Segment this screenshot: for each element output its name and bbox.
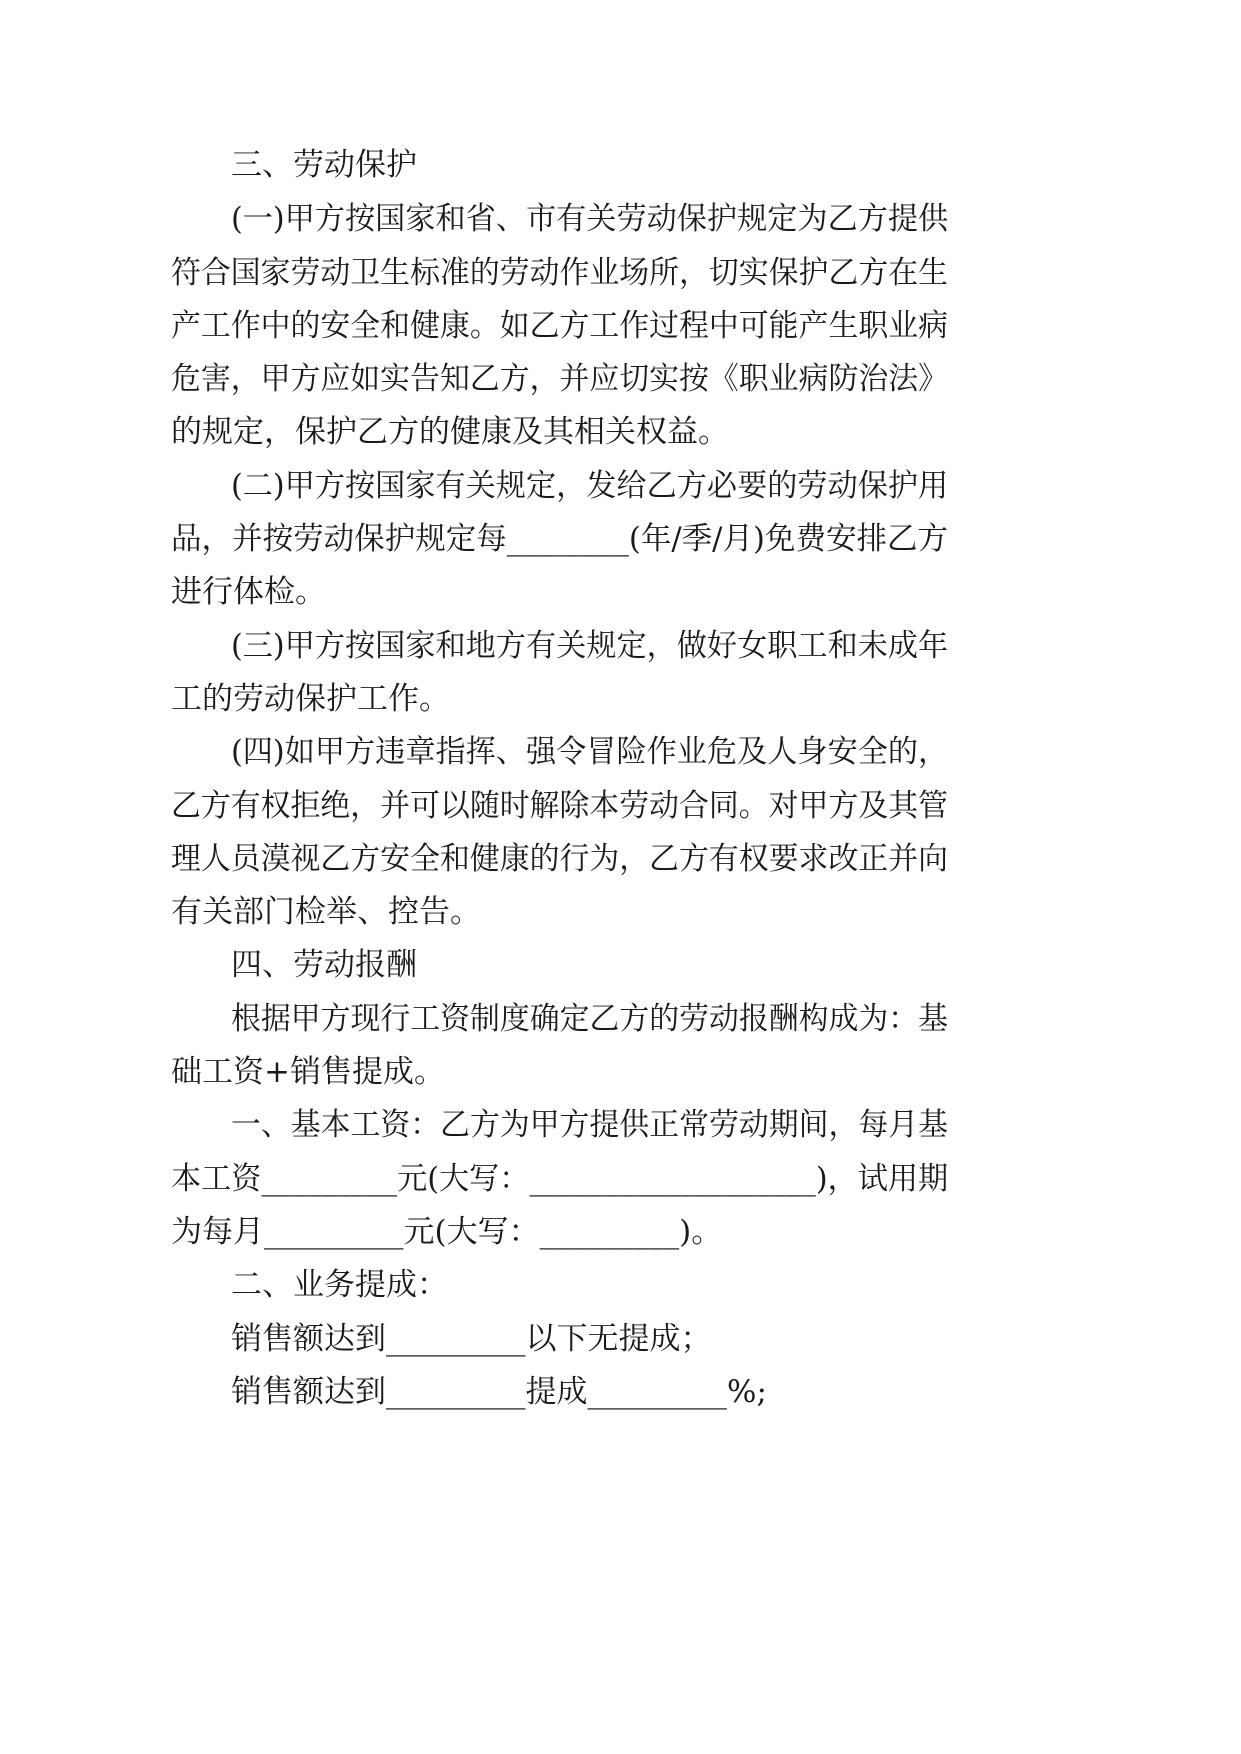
section-heading-labor-remuneration: 四、劳动报酬 [231,947,417,983]
paragraph-line: 础工资+销售提成。 [171,1054,445,1090]
paragraph-line: 产工作中的安全和健康。如乙方工作过程中可能产生职业病 [171,308,948,344]
paragraph-line: (三)甲方按国家和地方有关规定，做好女职工和未成年 [231,628,949,664]
paragraph-line: 符合国家劳动卫生标准的劳动作业场所，切实保护乙方在生 [171,255,948,291]
paragraph-line: 本工资_________元(大写：___________________)，试用期 [171,1161,949,1197]
paragraph-line: (四)如甲方违章指挥、强令冒险作业危及人身安全的， [231,734,949,770]
paragraph-line: 一、基本工资：乙方为甲方提供正常劳动期间，每月基 [231,1107,948,1143]
paragraph-line: 的规定，保护乙方的健康及其相关权益。 [171,414,729,450]
paragraph-line: (二)甲方按国家有关规定，发给乙方必要的劳动保护用 [231,468,949,504]
paragraph-line: 有关部门检举、控告。 [171,894,481,930]
paragraph-line: 进行体检。 [171,574,326,610]
paragraph-line: 销售额达到_________以下无提成； [231,1321,712,1357]
paragraph-line: 品，并按劳动保护规定每________(年/季/月)免费安排乙方 [171,521,949,557]
paragraph-line: 乙方有权拒绝，并可以随时解除本劳动合同。对甲方及其管 [171,788,948,824]
subheading-commission: 二、业务提成： [231,1267,448,1303]
paragraph-line: 根据甲方现行工资制度确定乙方的劳动报酬构成为：基 [231,1001,948,1037]
paragraph-line: (一)甲方按国家和省、市有关劳动保护规定为乙方提供 [231,201,949,237]
paragraph-line: 工的劳动保护工作。 [171,681,450,717]
section-heading-labor-protection: 三、劳动保护 [231,147,417,183]
paragraph-line: 危害，甲方应如实告知乙方，并应切实按《职业病防治法》 [171,361,948,397]
paragraph-line: 销售额达到_________提成_________%; [231,1374,767,1410]
paragraph-line: 理人员漠视乙方安全和健康的行为，乙方有权要求改正并向 [171,841,948,877]
paragraph-line: 为每月_________元(大写：_________)。 [171,1214,723,1250]
